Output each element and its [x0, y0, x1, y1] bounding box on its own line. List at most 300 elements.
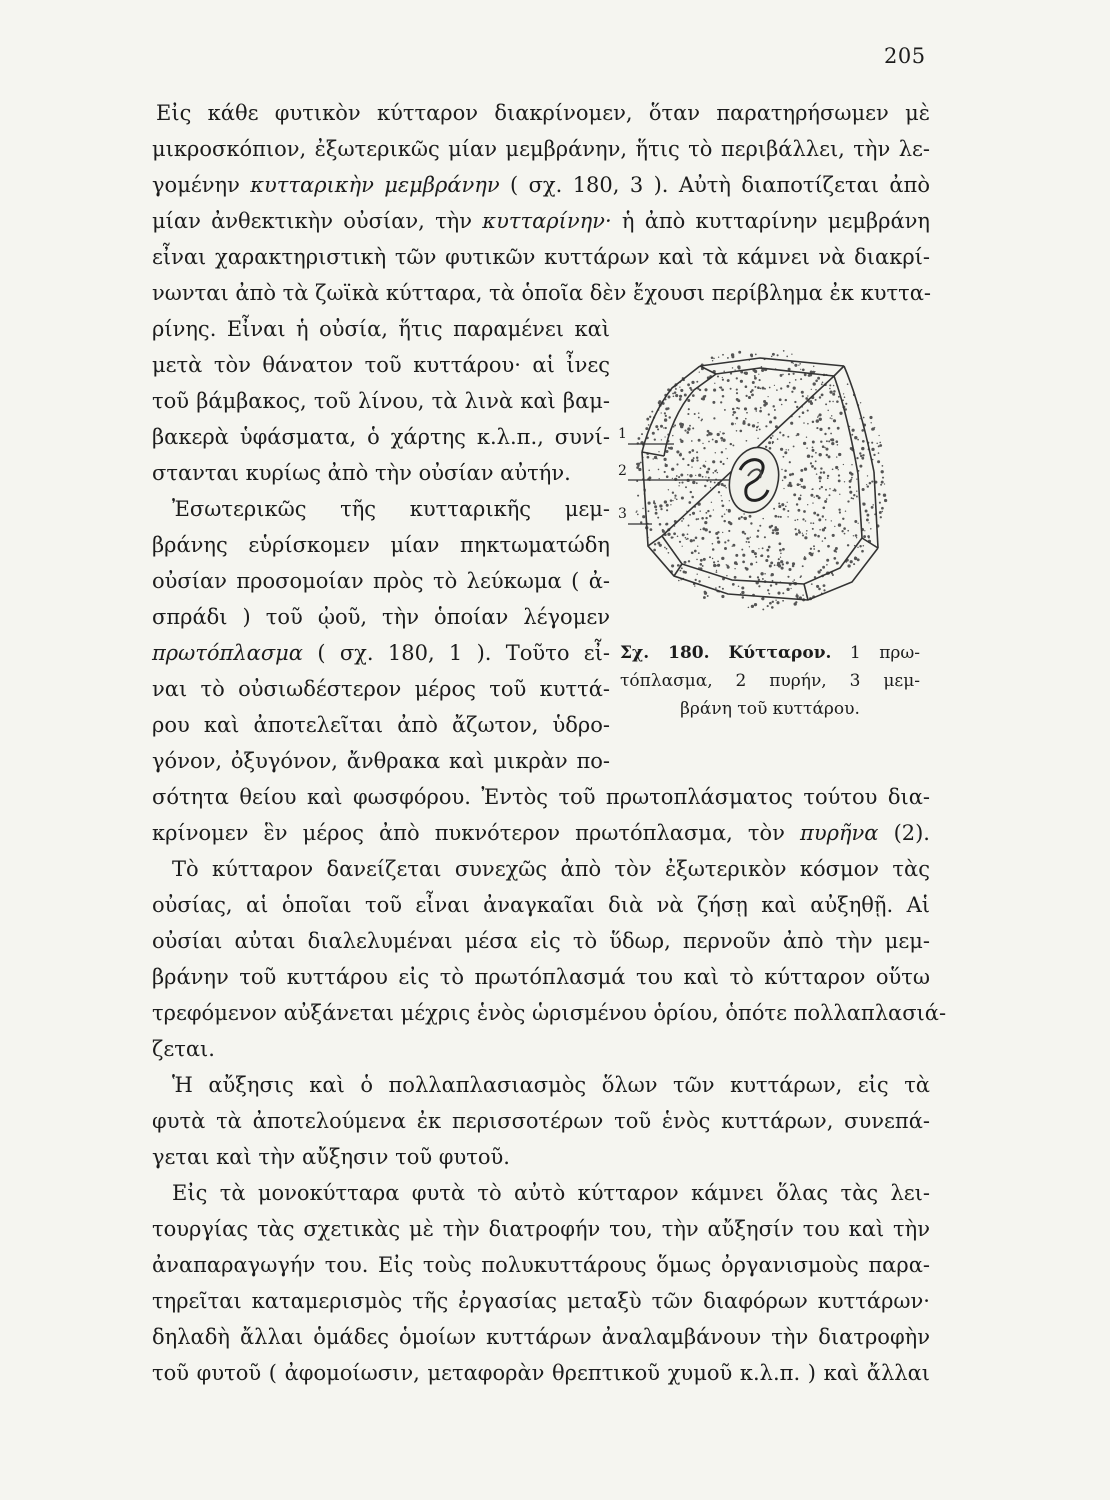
stipple-dot — [831, 418, 832, 419]
stipple-dot — [700, 529, 701, 530]
stipple-dot — [717, 537, 720, 540]
text-line: στανται κυρίως ἀπὸ τὴν οὐσίαν αὐτήν. — [152, 461, 571, 485]
figure-label-2: 2 — [618, 463, 627, 479]
stipple-dot — [674, 495, 676, 497]
page-number: 205 — [884, 44, 926, 68]
stipple-dot — [684, 430, 686, 432]
stipple-dot — [843, 527, 846, 530]
text-line: Ἡ αὔξησις καὶ ὁ πολλαπλασιασμὸς ὅλων τῶν κυττάρων, εἰς τὰ — [172, 1073, 930, 1097]
stipple-dot — [733, 411, 736, 414]
stipple-dot — [688, 501, 691, 504]
stipple-dot — [803, 510, 806, 513]
stipple-dot — [859, 465, 862, 468]
stipple-dot — [727, 379, 730, 382]
stipple-dot — [642, 508, 644, 510]
stipple-dot — [799, 416, 801, 418]
stipple-dot — [861, 550, 864, 553]
stipple-dot — [671, 564, 674, 567]
stipple-dot — [786, 356, 788, 358]
stipple-dot — [763, 404, 766, 407]
stipple-dot — [838, 469, 839, 470]
stipple-dot — [796, 406, 798, 408]
stipple-dot — [752, 381, 755, 384]
stipple-dot — [772, 601, 774, 603]
stipple-dot — [816, 473, 818, 475]
stipple-dot — [730, 388, 732, 390]
text-line: ρου καὶ ἀποτελεῖται ἀπὸ ἄζωτον, ὑδρο- — [152, 713, 610, 737]
stipple-dot — [674, 424, 676, 426]
stipple-dot — [730, 443, 732, 445]
stipple-dot — [866, 514, 869, 517]
stipple-dot — [756, 561, 758, 563]
stipple-dot — [805, 520, 807, 522]
stipple-dot — [871, 481, 873, 483]
stipple-dot — [827, 477, 829, 479]
stipple-dot — [833, 390, 836, 393]
stipple-dot — [867, 475, 868, 476]
stipple-dot — [714, 383, 715, 384]
stipple-dot — [801, 486, 803, 488]
stipple-dot — [832, 468, 834, 470]
stipple-dot — [816, 427, 818, 429]
stipple-dot — [707, 430, 710, 433]
stipple-dot — [862, 454, 864, 456]
stipple-dot — [814, 467, 817, 470]
stipple-dot — [675, 388, 677, 390]
stipple-dot — [727, 540, 729, 542]
stipple-dot — [881, 470, 884, 473]
stipple-dot — [692, 394, 695, 397]
stipple-dot — [721, 557, 724, 560]
stipple-dot — [882, 511, 883, 512]
stipple-dot — [796, 503, 798, 505]
stipple-dot — [699, 371, 700, 372]
stipple-dot — [809, 552, 812, 555]
stipple-dot — [654, 543, 656, 545]
stipple-dot — [867, 485, 869, 487]
stipple-dot — [681, 520, 683, 522]
stipple-dot — [816, 419, 819, 422]
stipple-dot — [689, 425, 691, 427]
stipple-dot — [832, 534, 835, 537]
stipple-dot — [695, 579, 697, 581]
stipple-dot — [664, 412, 666, 414]
stipple-dot — [684, 394, 687, 397]
stipple-dot — [673, 532, 676, 535]
stipple-dot — [759, 428, 761, 430]
stipple-dot — [870, 528, 872, 530]
stipple-dot — [729, 500, 730, 501]
stipple-dot — [790, 422, 793, 425]
stipple-dot — [838, 474, 840, 476]
stipple-dot — [741, 549, 743, 551]
stipple-dot — [760, 555, 762, 557]
stipple-dot — [761, 597, 764, 600]
stipple-dot — [843, 464, 844, 465]
stipple-dot — [811, 456, 813, 458]
stipple-dot — [687, 413, 689, 415]
stipple-dot — [831, 415, 832, 416]
stipple-dot — [829, 384, 831, 386]
stipple-dot — [870, 422, 871, 423]
stipple-dot — [757, 422, 758, 423]
stipple-dot — [787, 436, 789, 438]
stipple-dot — [882, 477, 884, 479]
stipple-dot — [812, 502, 813, 503]
stipple-dot — [844, 481, 845, 482]
stipple-dot — [690, 491, 692, 493]
stipple-dot — [769, 564, 772, 567]
stipple-dot — [756, 429, 758, 431]
text-line — [152, 638, 610, 668]
stipple-dot — [782, 548, 785, 551]
stipple-dot — [720, 437, 723, 440]
italic-term: πυρῆνα — [800, 821, 879, 845]
stipple-dot — [692, 481, 695, 484]
stipple-dot — [793, 373, 795, 375]
text-line: τοῦ βάμβακος, τοῦ λίνου, τὰ λινὰ καὶ βαμ- — [152, 389, 610, 413]
stipple-dot — [728, 509, 731, 512]
stipple-dot — [819, 453, 822, 456]
stipple-dot — [707, 595, 709, 597]
text-line: εἶναι χαρακτηριστικὴ τῶν φυτικῶν κυττάρων καὶ τὰ κάμνει νὰ διακρί- — [152, 245, 930, 269]
stipple-dot — [772, 529, 774, 531]
stipple-dot — [822, 445, 825, 448]
stipple-dot — [797, 519, 799, 521]
stipple-dot — [703, 558, 706, 561]
stipple-dot — [691, 551, 694, 554]
stipple-dot — [785, 505, 787, 507]
stipple-dot — [769, 420, 772, 423]
text-line: τηρεῖται καταμερισμὸς τῆς ἐργασίας μεταξὺ τῶν διαφόρων κυττάρων· — [152, 1289, 930, 1313]
stipple-dot — [844, 533, 846, 535]
stipple-dot — [784, 469, 787, 472]
stipple-dot — [670, 499, 673, 502]
stipple-dot — [826, 440, 828, 442]
stipple-dot — [758, 585, 760, 587]
figure-caption-line-3: βράνη τοῦ κυττάρου. — [680, 699, 860, 719]
stipple-dot — [851, 434, 853, 436]
stipple-dot — [750, 522, 752, 524]
stipple-dot — [720, 401, 722, 403]
stipple-dot — [756, 426, 758, 428]
stipple-dot — [648, 424, 650, 426]
stipple-dot — [713, 564, 716, 567]
stipple-dot — [807, 410, 809, 412]
stipple-dot — [856, 457, 858, 459]
stipple-dot — [853, 535, 854, 536]
text-line: ἀναπαραγωγήν του. Εἰς τοὺς πολυκυττάρους ὅμως ὀργανισμοὺς παρα- — [152, 1253, 930, 1277]
stipple-dot — [732, 546, 733, 547]
stipple-dot — [771, 356, 773, 358]
stipple-dot — [709, 556, 711, 558]
stipple-dot — [854, 520, 857, 523]
stipple-dot — [800, 369, 801, 370]
stipple-dot — [868, 537, 870, 539]
stipple-dot — [799, 484, 801, 486]
stipple-dot — [830, 417, 831, 418]
stipple-dot — [811, 465, 814, 468]
stipple-dot — [721, 500, 723, 502]
stipple-dot — [674, 391, 677, 394]
stipple-dot — [726, 509, 727, 510]
stipple-dot — [673, 426, 675, 428]
stipple-dot — [687, 399, 690, 402]
stipple-dot — [664, 436, 665, 437]
stipple-dot — [668, 489, 669, 490]
stipple-dot — [743, 513, 744, 514]
stipple-dot — [649, 416, 651, 418]
stipple-dot — [732, 414, 734, 416]
stipple-dot — [816, 585, 819, 588]
stipple-dot — [722, 463, 724, 465]
stipple-dot — [814, 497, 815, 498]
stipple-dot — [694, 550, 697, 553]
italic-term: κυτταρίνην· — [482, 209, 612, 233]
stipple-dot — [782, 563, 784, 565]
stipple-dot — [822, 515, 824, 517]
stipple-dot — [688, 525, 690, 527]
stipple-dot — [746, 412, 748, 414]
stipple-dot — [802, 533, 803, 534]
stipple-dot — [779, 542, 782, 545]
stipple-dot — [787, 516, 788, 517]
stipple-dot — [781, 469, 782, 470]
stipple-dot — [807, 455, 810, 458]
stipple-dot — [657, 517, 659, 519]
stipple-dot — [704, 388, 707, 391]
stipple-dot — [705, 517, 707, 519]
stipple-dot — [833, 419, 836, 422]
stipple-dot — [745, 395, 747, 397]
stipple-dot — [798, 365, 799, 366]
stipple-dot — [845, 511, 846, 512]
stipple-dot — [715, 452, 716, 453]
stipple-dot — [826, 448, 829, 451]
stipple-dot — [709, 531, 711, 533]
stipple-dot — [810, 462, 812, 464]
text-line: ζεται. — [152, 1037, 215, 1061]
stipple-dot — [847, 564, 850, 567]
stipple-dot — [681, 567, 683, 569]
stipple-dot — [655, 512, 658, 515]
stipple-dot — [851, 477, 853, 479]
stipple-dot — [823, 584, 826, 587]
stipple-dot — [859, 545, 861, 547]
stipple-dot — [822, 382, 824, 384]
stipple-dot — [879, 444, 882, 447]
stipple-dot — [678, 476, 680, 478]
stipple-dot — [789, 482, 792, 485]
stipple-dot — [835, 466, 838, 469]
stipple-dot — [681, 496, 684, 499]
stipple-dot — [778, 558, 780, 560]
stipple-dot — [787, 502, 788, 503]
stipple-dot — [797, 483, 800, 486]
stipple-dot — [719, 586, 721, 588]
stipple-dot — [826, 498, 828, 500]
stipple-dot — [705, 512, 707, 514]
text-span: Εἰς κάθε φυτικὸν κύτταρον διακρίνομεν, ὅταν παρατηρήσωμεν μὲ — [156, 101, 930, 125]
stipple-dot — [712, 558, 713, 559]
stipple-dot — [816, 495, 818, 497]
figure-label-1: 1 — [618, 426, 627, 442]
stipple-dot — [666, 548, 668, 550]
stipple-dot — [829, 494, 831, 496]
stipple-dot — [883, 494, 886, 497]
stipple-dot — [660, 508, 662, 510]
stipple-dot — [715, 587, 717, 589]
stipple-dot — [820, 569, 822, 571]
stipple-dot — [778, 505, 781, 508]
stipple-dot — [821, 383, 823, 385]
stipple-dot — [658, 469, 660, 471]
stipple-dot — [687, 474, 688, 475]
stipple-dot — [729, 522, 732, 525]
stipple-dot — [765, 559, 768, 562]
stipple-dot — [810, 402, 813, 405]
stipple-dot — [692, 512, 695, 515]
stipple-dot — [726, 575, 727, 576]
stipple-dot — [679, 395, 682, 398]
stipple-dot — [714, 482, 716, 484]
stipple-dot — [665, 407, 668, 410]
stipple-dot — [860, 455, 862, 457]
stipple-dot — [658, 451, 659, 452]
stipple-dot — [702, 527, 705, 530]
stipple-dot — [762, 547, 764, 549]
stipple-dot — [648, 510, 650, 512]
stipple-dot — [815, 389, 817, 391]
stipple-dot — [838, 453, 841, 456]
stipple-dot — [724, 541, 726, 543]
stipple-dot — [844, 396, 846, 398]
stipple-dot — [802, 411, 805, 414]
stipple-dot — [827, 545, 830, 548]
stipple-dot — [712, 543, 714, 545]
stipple-dot — [779, 432, 781, 434]
stipple-dot — [659, 544, 662, 547]
stipple-dot — [710, 487, 711, 488]
stipple-dot — [703, 447, 705, 449]
stipple-dot — [772, 353, 775, 356]
stipple-dot — [786, 561, 789, 564]
stipple-dot — [871, 428, 874, 431]
stipple-dot — [710, 481, 712, 483]
text-line: Ἐσωτερικῶς τῆς κυτταρικῆς μεμ- — [172, 497, 610, 521]
stipple-dot — [667, 533, 670, 536]
stipple-dot — [724, 485, 726, 487]
stipple-dot — [849, 486, 851, 488]
stipple-dot — [679, 541, 681, 543]
stipple-dot — [832, 393, 835, 396]
stipple-dot — [734, 369, 735, 370]
stipple-dot — [812, 528, 814, 530]
stipple-dot — [722, 532, 723, 533]
stipple-dot — [679, 482, 681, 484]
stipple-dot — [743, 517, 744, 518]
stipple-dot — [686, 431, 689, 434]
stipple-dot — [731, 355, 734, 358]
stipple-dot — [756, 410, 758, 412]
stipple-dot — [791, 354, 792, 355]
stipple-dot — [854, 557, 857, 560]
italic-term: κυτταρικὴν μεμβράνην — [250, 173, 500, 197]
stipple-dot — [774, 385, 775, 386]
stipple-dot — [824, 500, 827, 503]
stipple-dot — [862, 502, 865, 505]
stipple-dot — [654, 438, 656, 440]
stipple-dot — [774, 564, 776, 566]
stipple-dot — [666, 504, 669, 507]
text-line: φυτὰ τὰ ἀποτελούμενα ἐκ περισσοτέρων τοῦ ἑνὸς κυττάρων, συνεπά- — [152, 1109, 930, 1133]
text-line — [152, 170, 930, 200]
stipple-dot — [677, 564, 680, 567]
stipple-dot — [744, 407, 747, 410]
text-line: οὐσίαι αὐται διαλελυμέναι μέσα εἰς τὸ ὕδωρ, περνοῦν ἀπὸ τὴν μεμ- — [152, 929, 930, 953]
stipple-dot — [781, 567, 784, 570]
stipple-dot — [748, 607, 750, 609]
stipple-dot — [696, 482, 698, 484]
figure-caption-line-2: τόπλασμα, 2 πυρήν, 3 μεμ- — [620, 671, 920, 691]
stipple-dot — [739, 430, 742, 433]
text-line: βράνης εὑρίσκομεν μίαν πηκτωματώδη — [152, 533, 610, 557]
stipple-dot — [747, 423, 750, 426]
stipple-dot — [713, 561, 715, 563]
stipple-dot — [765, 446, 767, 448]
stipple-dot — [664, 547, 666, 549]
stipple-dot — [772, 531, 775, 534]
stipple-dot — [668, 552, 670, 554]
stipple-dot — [700, 467, 702, 469]
stipple-dot — [751, 394, 754, 397]
text-span: ( σχ. 180, 3 ). Αὐτὴ διαποτίζεται ἀπὸ — [510, 173, 930, 197]
stipple-dot — [712, 401, 715, 404]
stipple-dot — [805, 397, 808, 400]
stipple-dot — [714, 470, 716, 472]
stipple-dot — [780, 448, 783, 451]
stipple-dot — [687, 464, 689, 466]
stipple-dot — [748, 396, 751, 399]
stipple-dot — [712, 360, 713, 361]
stipple-dot — [754, 375, 756, 377]
text-span: ἡ ἀπὸ κυτταρίνην μεμβράνη — [621, 209, 930, 233]
stipple-dot — [835, 551, 837, 553]
stipple-dot — [821, 486, 823, 488]
stipple-dot — [688, 408, 690, 410]
stipple-dot — [812, 421, 814, 423]
stipple-dot — [788, 568, 791, 571]
stipple-dot — [694, 585, 695, 586]
stipple-dot — [706, 471, 709, 474]
stipple-dot — [709, 515, 712, 518]
stipple-dot — [636, 510, 637, 511]
stipple-dot — [824, 447, 826, 449]
stipple-dot — [849, 471, 852, 474]
stipple-dot — [689, 387, 691, 389]
stipple-dot — [838, 480, 841, 483]
stipple-dot — [860, 402, 861, 403]
stipple-dot — [789, 461, 791, 463]
stipple-dot — [699, 510, 701, 512]
stipple-dot — [827, 475, 829, 477]
stipple-dot — [872, 504, 874, 506]
stipple-dot — [713, 389, 716, 392]
stipple-dot — [727, 458, 728, 459]
stipple-dot — [877, 460, 880, 463]
stipple-dot — [770, 584, 772, 586]
text-line: ναι τὸ οὐσιωδέστερον μέρος τοῦ κυττά- — [152, 677, 610, 701]
